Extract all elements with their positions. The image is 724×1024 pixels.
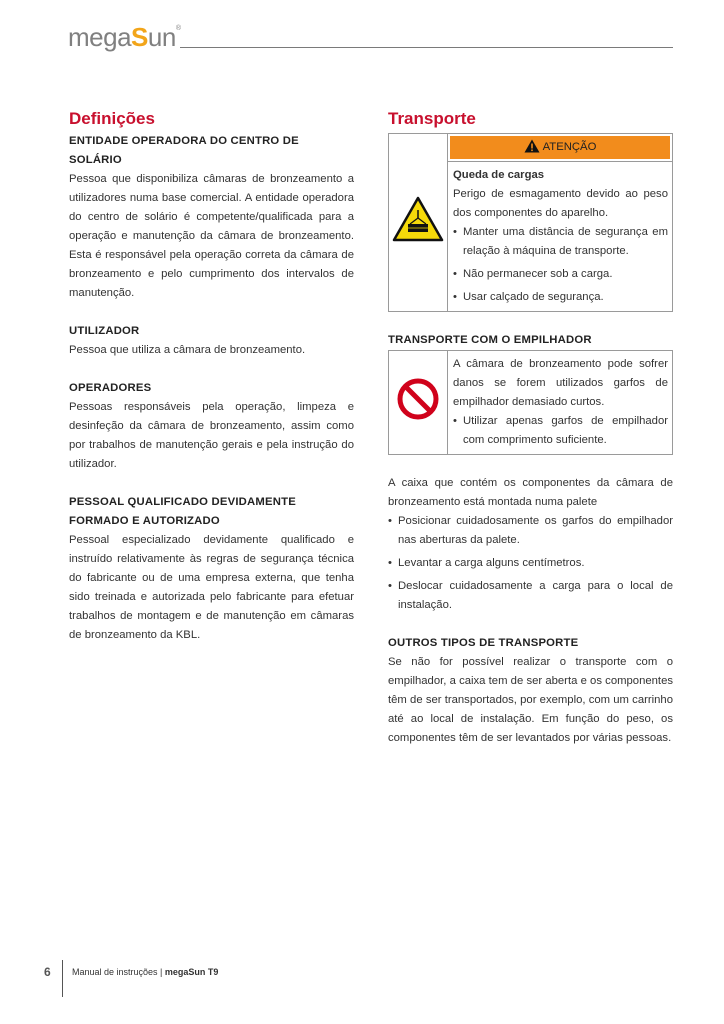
other-transport-text: Se não for possível realizar o transporte com o empilhador, a caixa tem de ser aberta e os componentes têm de ser transportados, por exemplo, com um carrinho até ao local de instalação. Em função do peso, os componentes têm de ser levantados por várias pessoas. (388, 656, 673, 744)
section-title-forklift: TRANSPORTE COM O EMPILHADOR (388, 334, 592, 346)
list-item: • Levantar a carga alguns centímetros. (388, 554, 673, 573)
attention-banner: ATENÇÃO (450, 136, 670, 159)
section-text-operators: Pessoas responsáveis pela operação, limpeza e desinfeção da câmara de bronzeamento, assim como por trabalhos de manutenção gerais e pela instrução do utilizador. (69, 401, 354, 470)
suspended-load-warning-icon (392, 196, 444, 242)
section-title-qualified-staff: PESSOAL QUALIFICADO DEVIDAMENTE FORMADO E AUTORIZADO (69, 496, 296, 527)
section-title-operating-entity: ENTIDADE OPERADORA DO CENTRO DE SOLÁRIO (69, 135, 299, 166)
section-text-qualified-staff: Pessoal especializado devidamente qualificado e instruído relativamente às regras de segurança técnica do fabricante ou de uma empresa externa, que tenha sido treinada e autorizada pelo fabricante para efetuar trabalhos de montagem e de manutenção em câmaras de bronzeamento da KBL. (69, 534, 354, 641)
forklift-text: A caixa que contém os componentes da câmara de bronzeamento está montada numa palete (388, 477, 673, 508)
page-number: 6 (44, 965, 51, 979)
header-divider (180, 47, 673, 48)
forklift-bullet-list (388, 512, 673, 615)
section-title-user: UTILIZADOR (69, 325, 140, 337)
prohibition-icon (396, 377, 440, 421)
small-warning-triangle-icon (524, 139, 540, 153)
list-item: • Deslocar cuidadosamente a carga para o local de instalação. (388, 577, 673, 615)
list-item: • Utilizar apenas garfos de empilhador com comprimento suficiente. (453, 412, 668, 450)
transport-column (388, 108, 673, 748)
list-item: • Manter uma distância de segurança em relação à máquina de transporte. (453, 223, 668, 261)
prohibition-icon-cell (389, 351, 448, 455)
transport-heading: Transporte (388, 109, 476, 128)
footer-text: Manual de instruções | megaSun T9 (72, 967, 219, 977)
page-header (68, 22, 673, 52)
megasun-logo: megaSun® (68, 22, 181, 52)
definitions-heading: Definições (69, 109, 155, 128)
warning-box (388, 133, 673, 312)
forklift-notice-bullets (453, 412, 668, 450)
list-item: • Posicionar cuidadosamente os garfos do empilhador nas aberturas da palete. (388, 512, 673, 550)
footer-divider (62, 960, 63, 997)
definitions-column (69, 108, 354, 645)
list-item: • Não permanecer sob a carga. (453, 265, 668, 284)
warning-title: Queda de cargas (453, 169, 545, 181)
section-title-operators: OPERADORES (69, 382, 152, 394)
section-title-other-transport: OUTROS TIPOS DE TRANSPORTE (388, 637, 579, 649)
warning-text: Perigo de esmagamento devido ao peso dos componentes do aparelho. (453, 188, 668, 219)
section-text-operating-entity: Pessoa que disponibiliza câmaras de bronzeamento a utilizadores numa base comercial. A entidade operadora do centro de solário é competente/qualificada para a operação e manutenção da câmara de bronzeamento. Esta é responsável pela operação correta da câmara de bronzeamento e pelo cumprimento dos intervalos de manutenção. (69, 173, 354, 299)
list-item: • Usar calçado de segurança. (453, 288, 668, 307)
section-text-user: Pessoa que utiliza a câmara de bronzeamento. (69, 344, 306, 356)
forklift-notice-box (388, 350, 673, 455)
warning-bullet-list (453, 223, 668, 307)
warning-icon-cell (389, 134, 448, 312)
forklift-notice-text: A câmara de bronzeamento pode sofrer danos se forem utilizados garfos de empilhador demasiado curtos. (453, 358, 668, 408)
